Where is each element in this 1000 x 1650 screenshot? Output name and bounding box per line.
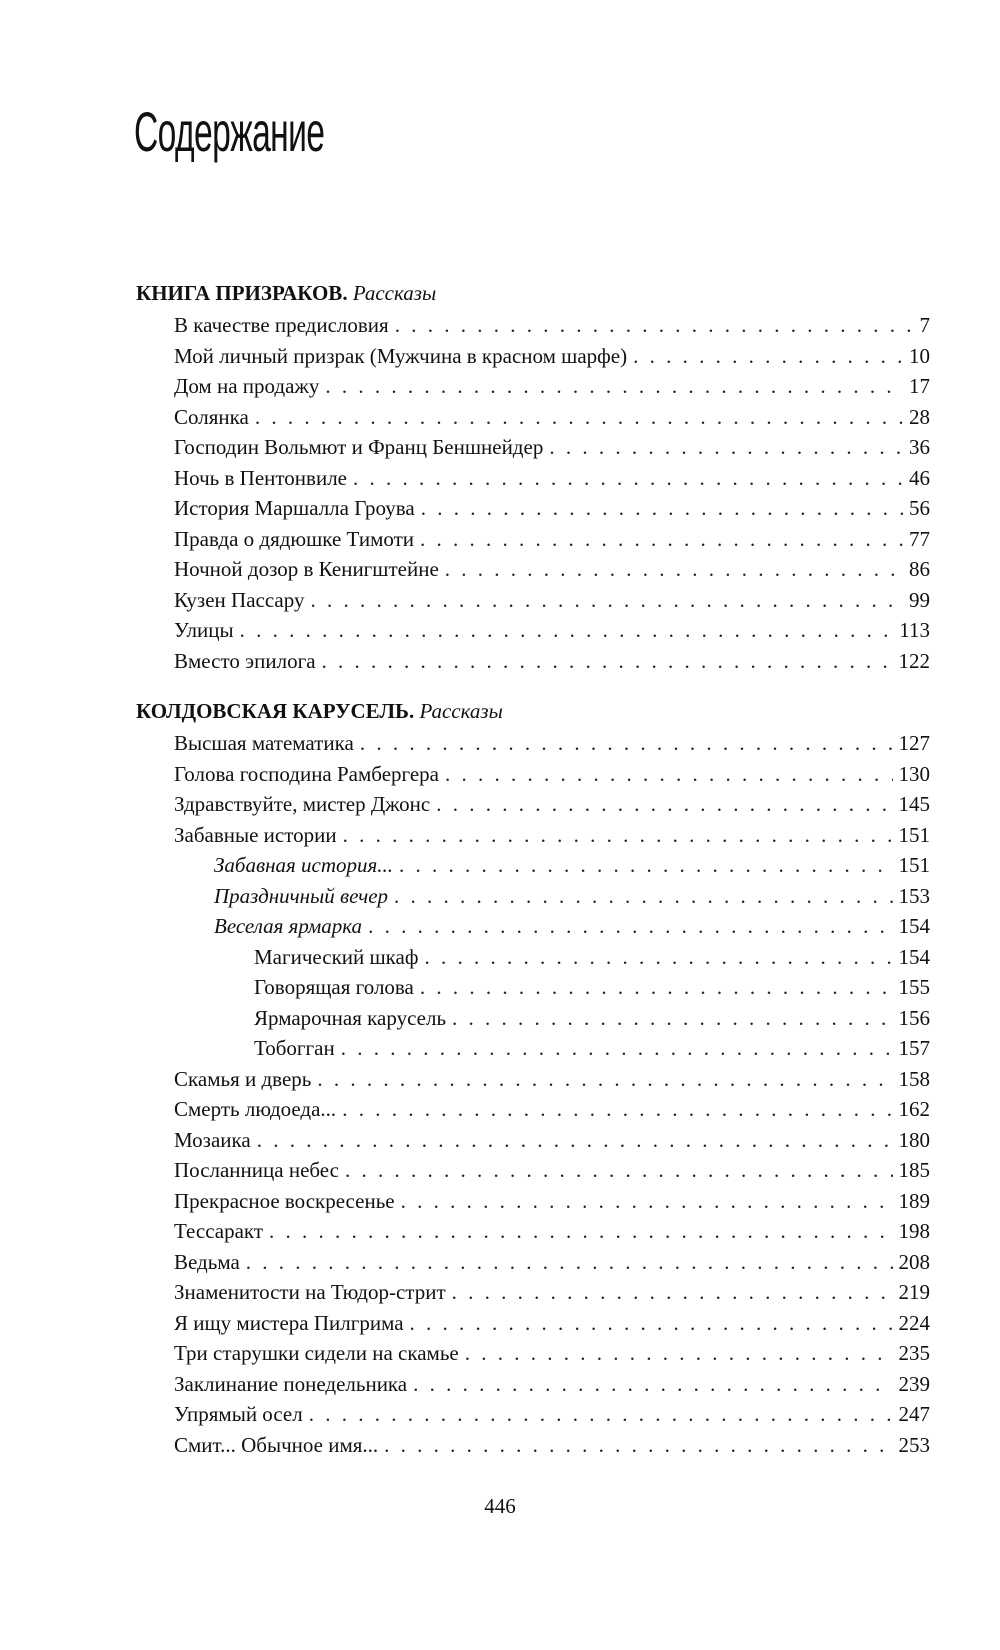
dot-leader	[401, 1186, 893, 1217]
entry-page-number: 151	[898, 822, 930, 847]
entry-title: Высшая математика	[174, 731, 354, 755]
section-heading	[136, 280, 1000, 306]
entry-title: Господин Вольмют и Франц Беншнейдер	[174, 435, 544, 459]
toc-section	[0, 698, 1000, 1460]
toc-entry[interactable]	[0, 789, 930, 820]
dot-leader	[413, 1369, 892, 1400]
dot-leader	[325, 371, 903, 402]
dot-leader	[342, 1094, 892, 1125]
dot-leader	[353, 463, 903, 494]
section-heading	[136, 698, 1000, 724]
entry-page-number: 10	[909, 343, 930, 368]
dot-leader	[345, 1155, 893, 1186]
toc-entry[interactable]	[0, 1277, 930, 1308]
toc-entry[interactable]	[0, 1033, 930, 1064]
toc-entry[interactable]	[0, 341, 930, 372]
entry-title: Смит... Обычное имя...	[174, 1432, 379, 1457]
toc-entry[interactable]	[0, 850, 930, 881]
entry-title: Веселая ярмарка	[214, 914, 363, 938]
dot-leader	[445, 554, 903, 585]
dot-leader	[436, 789, 892, 820]
dot-leader	[257, 1125, 893, 1156]
dot-leader	[269, 1216, 892, 1247]
toc-entry[interactable]	[0, 1247, 930, 1278]
entry-title: Мозаика	[174, 1127, 251, 1152]
section-title: КНИГА ПРИЗРАКОВ.	[136, 281, 348, 305]
entry-title: В качестве предисловия	[174, 313, 389, 337]
entry-page-number: 154	[898, 944, 930, 969]
entry-title: Смерть людоеда...	[174, 1097, 337, 1121]
dot-leader	[420, 972, 893, 1003]
dot-leader	[549, 432, 903, 463]
toc-entry[interactable]	[0, 1216, 930, 1247]
dot-leader	[424, 942, 892, 973]
entry-title: Вместо эпилога	[174, 648, 316, 673]
entry-page-number: 86	[909, 557, 930, 581]
entry-page-number: 189	[898, 1188, 930, 1213]
toc-entry[interactable]	[0, 728, 930, 759]
entry-page-number: 17	[909, 374, 930, 398]
dot-leader	[395, 310, 914, 341]
entry-page-number: 36	[909, 435, 930, 459]
entry-title: Тессаракт	[174, 1219, 264, 1243]
entry-title: Упрямый осел	[174, 1402, 303, 1426]
dot-leader	[384, 1430, 892, 1461]
table-of-contents	[0, 280, 1000, 1482]
entry-page-number: 113	[899, 618, 930, 642]
toc-entry[interactable]	[0, 310, 930, 341]
entry-page-number: 46	[909, 465, 930, 490]
toc-entry[interactable]	[0, 1125, 930, 1156]
dot-leader	[399, 850, 892, 881]
entry-page-number: 180	[898, 1127, 930, 1152]
dot-leader	[452, 1277, 893, 1308]
toc-section	[0, 280, 1000, 676]
entry-page-number: 157	[898, 1036, 930, 1060]
entry-page-number: 185	[898, 1158, 930, 1182]
entry-title: Прекрасное воскресенье	[174, 1188, 395, 1213]
entry-title: Солянка	[174, 404, 249, 429]
toc-entry[interactable]	[0, 1399, 930, 1430]
toc-entry[interactable]	[0, 911, 930, 942]
entry-title: Говорящая голова	[254, 975, 414, 999]
entry-page-number: 155	[898, 975, 930, 999]
dot-leader	[240, 615, 894, 646]
toc-entry[interactable]	[0, 646, 930, 677]
entry-page-number: 158	[898, 1066, 930, 1091]
entry-title: Ночь в Пентонвиле	[174, 465, 347, 490]
dot-leader	[309, 1399, 893, 1430]
entry-page-number: 247	[898, 1402, 930, 1426]
entry-page-number: 208	[898, 1249, 930, 1274]
entry-title: Ярмарочная карусель	[254, 1005, 447, 1030]
entry-title: Посланница небес	[174, 1158, 339, 1182]
entry-title: Забавная история...	[214, 853, 394, 877]
toc-entry[interactable]	[0, 942, 930, 973]
entry-title: Дом на продажу	[174, 374, 320, 398]
dot-leader	[246, 1247, 893, 1278]
toc-entry[interactable]	[0, 524, 930, 555]
toc-entry[interactable]	[0, 1186, 930, 1217]
dot-leader	[465, 1338, 893, 1369]
dot-leader	[394, 881, 892, 912]
section-title: КОЛДОВСКАЯ КАРУСЕЛЬ.	[136, 699, 415, 723]
entry-page-number: 224	[898, 1310, 930, 1335]
entry-page-number: 28	[909, 404, 930, 429]
toc-entry[interactable]	[0, 402, 930, 433]
toc-entry[interactable]	[0, 759, 930, 790]
toc-entry[interactable]	[0, 371, 930, 402]
entry-page-number: 145	[898, 792, 930, 816]
toc-entry[interactable]	[0, 1338, 930, 1369]
entry-title: Ночной дозор в Кенигштейне	[174, 557, 439, 581]
entry-page-number: 56	[909, 496, 930, 520]
dot-leader	[317, 1064, 892, 1095]
entry-title: Знаменитости на Тюдор-стрит	[174, 1280, 446, 1304]
toc-entry[interactable]	[0, 1155, 930, 1186]
entry-page-number: 151	[898, 853, 930, 877]
toc-entry[interactable]	[0, 615, 930, 646]
section-subtitle: Рассказы	[352, 281, 437, 305]
entry-page-number: 122	[898, 648, 930, 673]
toc-entry[interactable]	[0, 881, 930, 912]
entry-title: Голова господина Рамбергера	[174, 761, 440, 786]
entry-page-number: 156	[898, 1005, 930, 1030]
toc-entry[interactable]	[0, 820, 930, 851]
toc-entry[interactable]	[0, 493, 930, 524]
entry-page-number: 219	[898, 1280, 930, 1304]
section-subtitle: Рассказы	[419, 699, 503, 723]
entry-title: Тобогган	[254, 1036, 335, 1060]
toc-entry[interactable]	[0, 1308, 930, 1339]
entry-title: Правда о дядюшке Тимоти	[174, 526, 414, 551]
entry-page-number: 77	[909, 526, 930, 551]
dot-leader	[368, 911, 892, 942]
dot-leader	[452, 1003, 892, 1034]
page-number: 446	[484, 1494, 516, 1518]
toc-entry[interactable]	[0, 463, 930, 494]
toc-entry[interactable]	[0, 432, 930, 463]
entry-page-number: 253	[898, 1432, 930, 1457]
entry-title: Три старушки сидели на скамье	[174, 1341, 459, 1365]
dot-leader	[410, 1308, 893, 1339]
dot-leader	[322, 646, 893, 677]
dot-leader	[445, 759, 892, 790]
entry-title: Ведьма	[174, 1249, 240, 1274]
entry-title: Забавные истории	[174, 822, 337, 847]
entry-page-number: 127	[898, 731, 930, 755]
entry-title: Заклинание понедельника	[174, 1371, 408, 1396]
entry-title: Улицы	[174, 618, 234, 642]
entry-page-number: 153	[898, 883, 930, 908]
entry-title: Мой личный призрак (Мужчина в красном шарфе)	[174, 343, 628, 368]
entry-title: Здравствуйте, мистер Джонс	[174, 792, 431, 816]
dot-leader	[421, 493, 903, 524]
entry-page-number: 7	[919, 313, 930, 337]
entry-title: Я ищу мистера Пилгрима	[174, 1310, 404, 1335]
toc-entry[interactable]	[0, 554, 930, 585]
dot-leader	[310, 585, 903, 616]
dot-leader	[633, 341, 903, 372]
toc-entry[interactable]	[0, 1064, 930, 1095]
dot-leader	[420, 524, 903, 555]
toc-entry[interactable]	[0, 972, 930, 1003]
entry-title: Магический шкаф	[254, 944, 419, 969]
entry-title: Кузен Пассару	[174, 587, 305, 612]
dot-leader	[343, 820, 893, 851]
entry-page-number: 130	[898, 761, 930, 786]
entry-page-number: 99	[909, 587, 930, 612]
entry-title: Праздничный вечер	[214, 883, 389, 908]
dot-leader	[360, 728, 893, 759]
entry-title: Скамья и дверь	[174, 1066, 312, 1091]
dot-leader	[341, 1033, 893, 1064]
toc-entry[interactable]	[0, 585, 930, 616]
entry-page-number: 235	[898, 1341, 930, 1365]
page-title: Содержание	[134, 100, 325, 163]
toc-entry[interactable]	[0, 1094, 930, 1125]
toc-entry[interactable]	[0, 1369, 930, 1400]
toc-entry[interactable]	[0, 1003, 930, 1034]
entry-title: История Маршалла Гроува	[174, 496, 415, 520]
entry-page-number: 239	[898, 1371, 930, 1396]
entry-page-number: 198	[898, 1219, 930, 1243]
entry-page-number: 162	[898, 1097, 930, 1121]
dot-leader	[255, 402, 903, 433]
toc-entry[interactable]	[0, 1430, 930, 1461]
entry-page-number: 154	[898, 914, 930, 938]
